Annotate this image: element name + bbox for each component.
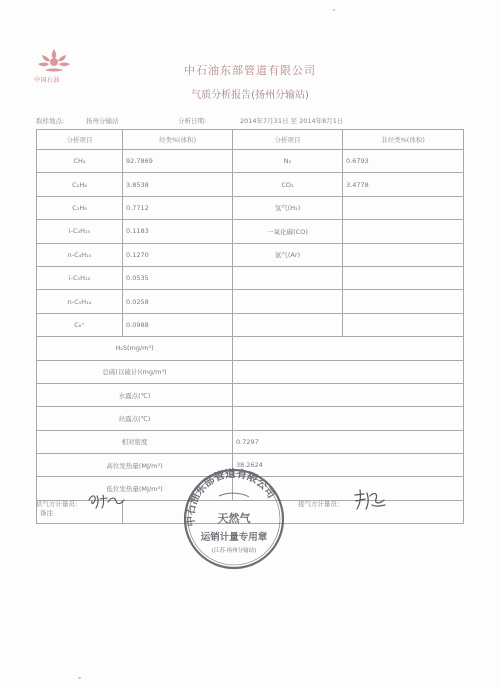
header-cell: 非烃类%(体积)	[343, 130, 464, 150]
table-row	[37, 313, 464, 336]
value-cell	[343, 220, 464, 243]
report-title: 气质分析报告(扬州分输站)	[191, 90, 309, 101]
receiver-label: 接气方计量员:	[298, 500, 340, 508]
scan-speck	[333, 9, 335, 11]
value-cell: 0.0535	[123, 266, 233, 289]
header-cell: 分析项目	[37, 130, 123, 150]
component-cell: 氢气(H₂)	[233, 196, 343, 219]
component-cell: CO₂	[233, 173, 343, 196]
property-value: 38.2624	[233, 454, 464, 477]
value-cell	[343, 243, 464, 266]
header-cell: 烃类%(体积)	[123, 130, 233, 150]
value-cell: 3.8538	[123, 173, 233, 196]
property-value: 0.7297	[233, 430, 464, 453]
property-label: 总硫(以硫计)(mg/m³)	[37, 360, 233, 383]
supplier-label: 供气方计量员:	[36, 500, 78, 508]
company-name: 中石油东部管道有限公司	[184, 64, 316, 77]
logo-text: 中国石油	[34, 77, 61, 84]
value-cell	[343, 313, 464, 336]
property-value	[233, 337, 464, 360]
value-cell: 0.7712	[123, 196, 233, 219]
seal-mid-text: 天然气	[217, 512, 251, 525]
table-row	[37, 290, 464, 313]
property-row	[37, 383, 464, 406]
table-row	[37, 243, 464, 266]
scan-speck	[78, 677, 81, 679]
component-cell: N₂	[233, 150, 343, 173]
property-row	[37, 360, 464, 383]
svg-text:中石油东部管道有限公司: 中石油东部管道有限公司	[184, 467, 278, 527]
component-cell: i-C₄H₁₀	[37, 220, 123, 243]
property-value	[233, 407, 464, 430]
official-seal-icon	[181, 466, 287, 572]
property-label: 相对密度	[37, 430, 233, 453]
property-label: 高位发热量(MJ/m³)	[37, 454, 233, 477]
property-label: H₂S(mg/m³)	[37, 337, 233, 360]
component-cell: C₂H₆	[37, 173, 123, 196]
component-cell: i-C₅H₁₂	[37, 266, 123, 289]
date-label: 分析日期:	[178, 117, 207, 125]
value-cell: 0.0258	[123, 290, 233, 313]
value-cell: 0.1183	[123, 220, 233, 243]
component-cell: C₆⁺	[37, 313, 123, 336]
value-cell: 0.6793	[343, 150, 464, 173]
component-cell: n-C₄H₁₀	[37, 243, 123, 266]
value-cell: 0.0988	[123, 313, 233, 336]
value-cell: 3.4778	[343, 173, 464, 196]
seal-bottom-text: 运销计量专用章	[200, 532, 268, 543]
component-cell: 一氧化碳(CO)	[233, 220, 343, 243]
property-row	[37, 407, 464, 430]
receiver-signature-icon	[352, 487, 388, 513]
date-value: 2014年7月31日 至 2014年8月1日	[240, 117, 344, 125]
property-row	[37, 430, 464, 453]
property-label: 低位发热量(MJ/m³)	[37, 477, 233, 500]
component-cell: C₃H₈	[37, 196, 123, 219]
remarks-value	[123, 500, 464, 523]
component-cell	[233, 290, 343, 313]
component-cell: CH₄	[37, 150, 123, 173]
table-row	[37, 173, 464, 196]
component-cell	[233, 266, 343, 289]
value-cell	[343, 196, 464, 219]
component-cell: n-C₅H₁₂	[37, 290, 123, 313]
table-row	[37, 196, 464, 219]
table-row	[37, 266, 464, 289]
property-label: 水露点(℃)	[37, 383, 233, 406]
remarks-label: 备注	[37, 500, 123, 523]
value-cell: 0.1270	[123, 243, 233, 266]
header-cell: 分析项目	[233, 130, 343, 150]
component-cell	[233, 313, 343, 336]
table-row	[37, 150, 464, 173]
gas-analysis-table	[36, 129, 464, 524]
location-label: 取样地点:	[36, 117, 65, 125]
location-value: 扬州分输站	[86, 117, 119, 125]
property-value	[233, 360, 464, 383]
property-row	[37, 337, 464, 360]
seal-sub-text: (江苏·扬州分输站)	[211, 548, 257, 554]
component-cell: 氩气(Ar)	[233, 243, 343, 266]
table-row	[37, 220, 464, 243]
property-label: 烃露点(℃)	[37, 407, 233, 430]
property-value	[233, 383, 464, 406]
value-cell: 92.7869	[123, 150, 233, 173]
value-cell	[343, 290, 464, 313]
table-header-row	[37, 130, 464, 150]
supplier-signature-icon	[86, 491, 128, 511]
value-cell	[343, 266, 464, 289]
